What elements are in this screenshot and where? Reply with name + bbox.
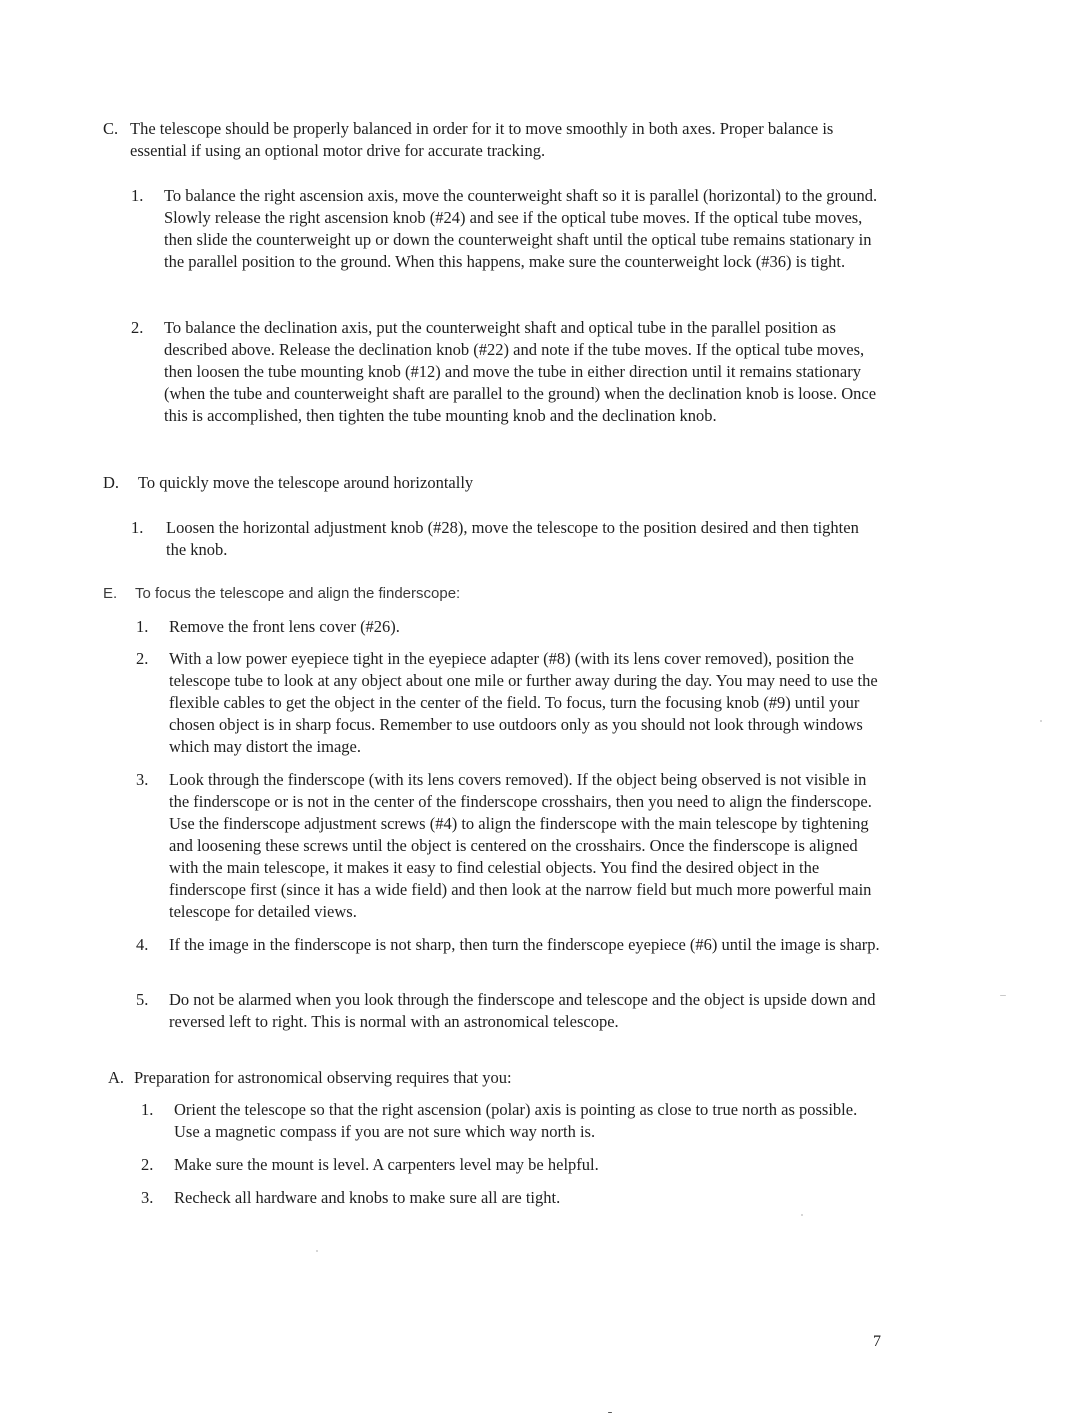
item-text: Loosen the horizontal adjustment knob (#28), move the telescope to the position desired and then tighten the knob. — [166, 518, 859, 559]
section-e-item-4 — [136, 934, 888, 956]
section-a — [108, 1067, 868, 1089]
item-number: 2. — [136, 649, 149, 668]
item-text: Make sure the mount is level. A carpenters level may be helpful. — [174, 1155, 599, 1174]
section-a-letter: A. — [108, 1068, 125, 1087]
item-number: 1. — [136, 617, 149, 636]
item-number: 1. — [131, 186, 144, 205]
scan-speck — [316, 1250, 318, 1252]
section-e-item-5 — [136, 989, 888, 1033]
item-number: 1. — [131, 518, 144, 537]
page-number: 7 — [873, 1333, 881, 1350]
item-number: 3. — [136, 770, 149, 789]
section-e-letter: E. — [103, 585, 118, 602]
section-a-item-1 — [141, 1099, 881, 1143]
item-text: Orient the telescope so that the right ascension (polar) axis is pointing as close to true north as possible. Use a magnetic compass if you are not sure which way north is. — [174, 1100, 858, 1141]
section-e-text: To focus the telescope and align the finderscope: — [135, 585, 461, 602]
section-c — [103, 118, 863, 162]
section-a-item-2 — [141, 1154, 881, 1176]
section-c-item-1 — [131, 185, 881, 273]
item-number: 2. — [131, 318, 144, 337]
scan-speck — [1000, 995, 1006, 996]
section-c-item-2 — [131, 317, 881, 427]
item-text: With a low power eyepiece tight in the eyepiece adapter (#8) (with its lens cover removed), position the telescope tube to look at any object about one mile or further away during the day. You may need to use the flexible cables to get the object in the center of the field. To focus, turn the focusing knob (#9) until your chosen object is in sharp focus. Remember to use outdoors only as you should not look through windows which may distort the image. — [169, 649, 878, 756]
scan-speck — [1040, 720, 1042, 722]
scan-speck — [608, 1412, 612, 1413]
section-d-letter: D. — [103, 473, 120, 492]
item-number: 4. — [136, 935, 149, 954]
section-e-item-1 — [136, 616, 888, 638]
item-number: 2. — [141, 1155, 154, 1174]
scan-speck — [801, 1214, 803, 1216]
item-text: To balance the declination axis, put the counterweight shaft and optical tube in the parallel position as described above. Release the declination knob (#22) and note if the tube moves. If the optical tube moves, then loosen the tube mounting knob (#12) and move the tube in either direction until it remains stationary (when the tube and counterweight shaft are parallel to the ground) when the declination knob is loose. Once this is accomplished, then tighten the tube mounting knob and the declination knob. — [164, 318, 877, 425]
section-e-item-2 — [136, 648, 888, 758]
section-c-letter: C. — [103, 119, 119, 138]
section-a-item-3 — [141, 1187, 881, 1209]
item-number: 1. — [141, 1100, 154, 1119]
section-e-item-3 — [136, 769, 888, 923]
section-d-item-1 — [131, 517, 881, 561]
item-text: Do not be alarmed when you look through the finderscope and telescope and the object is upside down and reversed left to right. This is normal with an astronomical telescope. — [169, 990, 876, 1031]
section-e — [103, 583, 863, 605]
item-number: 5. — [136, 990, 149, 1009]
section-d-text: To quickly move the telescope around horizontally — [138, 473, 474, 492]
item-text: Remove the front lens cover (#26). — [169, 617, 400, 636]
section-a-text: Preparation for astronomical observing requires that you: — [134, 1068, 512, 1087]
item-text: Look through the finderscope (with its lens covers removed). If the object being observed is not visible in the finderscope or is not in the center of the finderscope crosshairs, then you need to align the finderscope. Use the finderscope adjustment screws (#4) to align the finderscope with the main telescope by tightening and loosening these screws until the object is centered on the crosshairs. Once the finderscope is aligned with the main telescope, it makes it easy to find celestial objects. You find the desired object in the finderscope first (since it has a wide field) and then look at the narrow field but much more powerful main telescope for detailed views. — [169, 770, 872, 921]
item-number: 3. — [141, 1188, 154, 1207]
section-d — [103, 472, 863, 494]
item-text: To balance the right ascension axis, move the counterweight shaft so it is parallel (horizontal) to the ground. Slowly release the right ascension knob (#24) and see if the optical tube moves. If the optical tube moves, then slide the counterweight up or down the counterweight shaft until the optical tube remains stationary in the parallel position to the ground. When this happens, make sure the counterweight lock (#36) is tight. — [164, 186, 878, 271]
item-text: Recheck all hardware and knobs to make sure all are tight. — [174, 1188, 561, 1207]
section-c-text: The telescope should be properly balanced in order for it to move smoothly in both axes. Proper balance is essential if using an optional motor drive for accurate tracking. — [130, 119, 834, 160]
item-text: If the image in the finderscope is not sharp, then turn the finderscope eyepiece (#6) until the image is sharp. — [169, 935, 880, 954]
